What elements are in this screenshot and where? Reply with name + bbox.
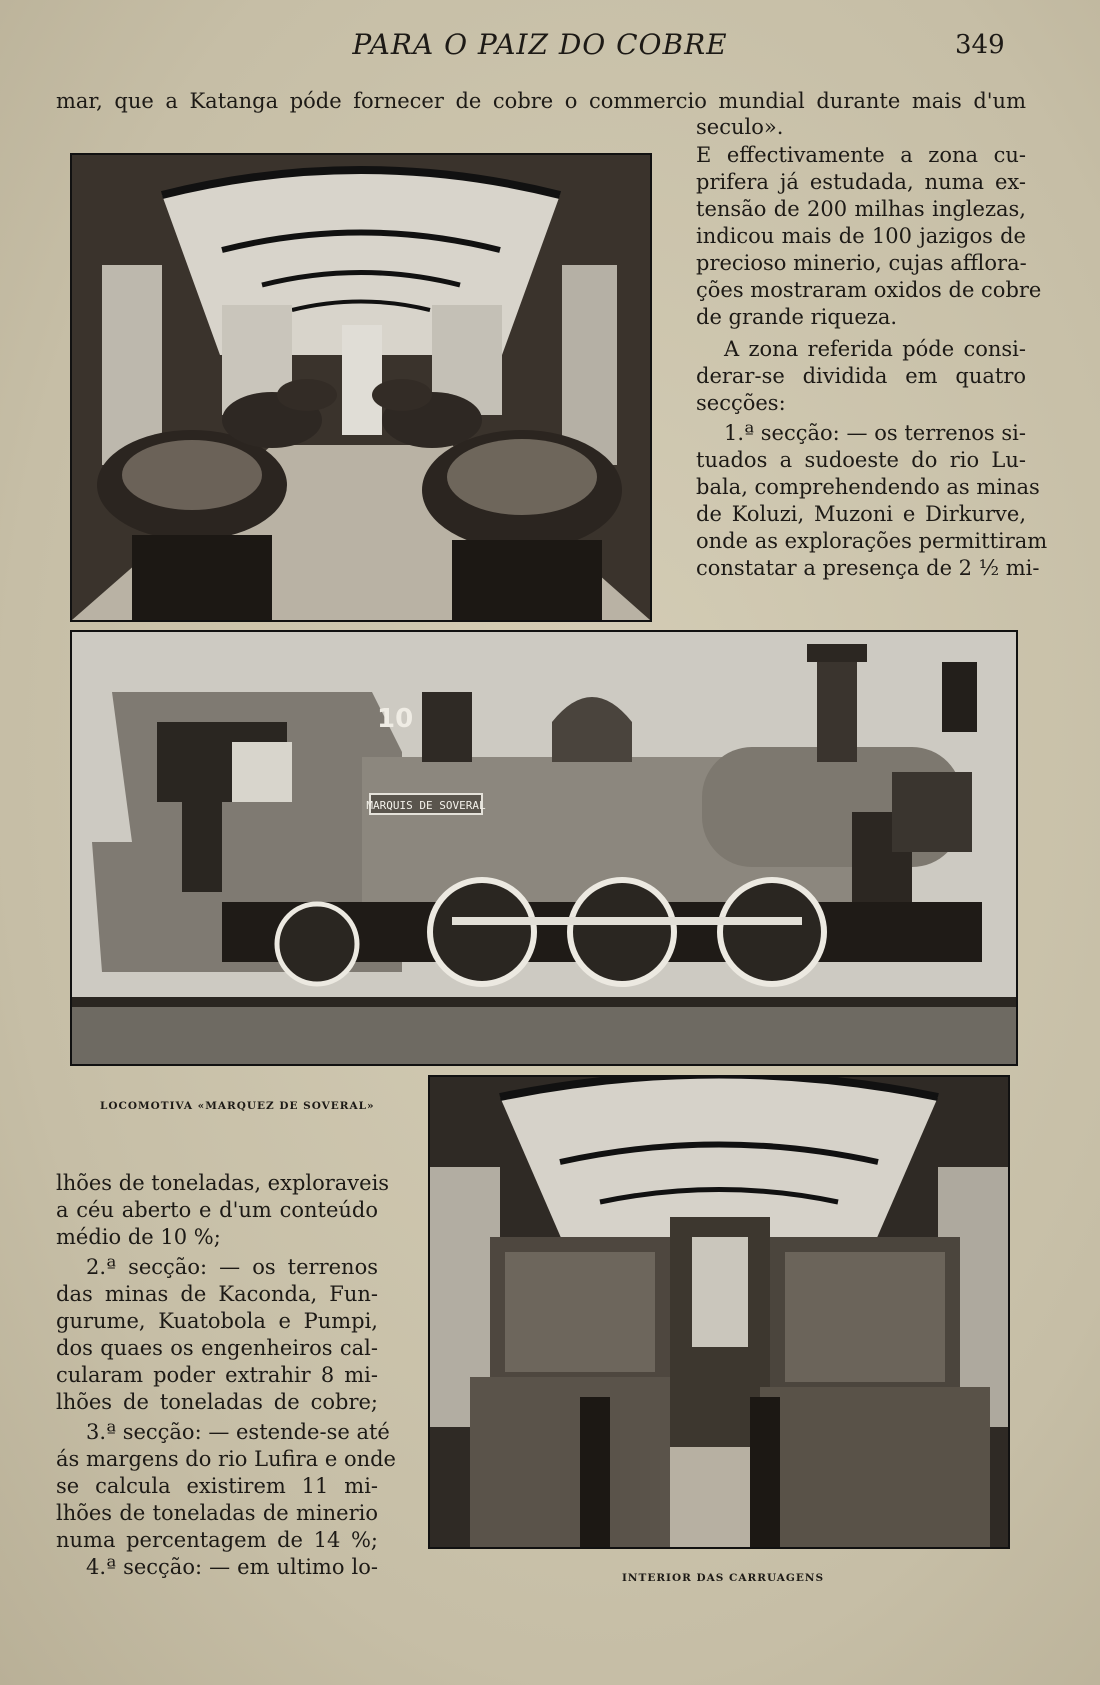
text-line: dos quaes os engenheiros cal- <box>56 1336 378 1360</box>
text-line: lhões de toneladas de minerio <box>56 1501 378 1525</box>
locomotive-number: 10 <box>377 704 414 734</box>
text-line: precioso minerio, cujas afflora- <box>696 251 1027 275</box>
text-line: ás margens do rio Lufira e onde <box>56 1447 396 1471</box>
text-line: bala, comprehendendo as minas <box>696 475 1040 499</box>
text-line: onde as explorações permittiram <box>696 529 1048 553</box>
text-line: a céu aberto e d'um conteúdo <box>56 1198 378 1222</box>
text-line: das minas de Kaconda, Fun- <box>56 1282 378 1306</box>
photo-locomotive <box>70 630 1018 1066</box>
running-title: PARA O PAIZ DO COBRE <box>352 28 728 61</box>
text-line: 4.ª secção: — em ultimo lo- <box>86 1555 378 1579</box>
locomotive-nameplate: MARQUIS DE SOVERAL <box>366 799 486 812</box>
text-line: ções mostraram oxidos de cobre <box>696 278 1042 302</box>
text-line: de grande riqueza. <box>696 305 898 329</box>
text-line: cularam poder extrahir 8 mi- <box>56 1363 378 1387</box>
text-line: gurume, Kuatobola e Pumpi, <box>56 1309 378 1333</box>
carriage-interior-illustration <box>430 1077 1008 1547</box>
caption-carriages: INTERIOR DAS CARRUAGENS <box>622 1572 825 1584</box>
page-number: 349 <box>955 30 1005 60</box>
text-line: médio de 10 %; <box>56 1225 221 1249</box>
text-line: indicou mais de 100 jazigos de <box>696 224 1026 248</box>
text-line: derar-se dividida em quatro <box>696 364 1026 388</box>
caption-locomotive: LOCOMOTIVA «MARQUEZ DE SOVERAL» <box>100 1100 375 1112</box>
text-line: de Koluzi, Muzoni e Dirkurve, <box>696 502 1026 526</box>
text-line: numa percentagem de 14 %; <box>56 1528 378 1552</box>
text-line: se calcula existirem 11 mi- <box>56 1474 378 1498</box>
photo-carriage-interior <box>428 1075 1010 1549</box>
text-line: prifera já estudada, numa ex- <box>696 170 1026 194</box>
text-line: lhões de toneladas, exploraveis <box>56 1171 390 1195</box>
text-line: 1.ª secção: — os terrenos si- <box>724 421 1026 445</box>
photo-saloon-interior <box>70 153 652 622</box>
text-line: A zona referida póde consi- <box>724 337 1026 361</box>
text-line: mar, que a Katanga póde fornecer de cobre o commercio mundial durante mais d'um <box>56 89 1026 113</box>
text-line: seculo». <box>696 115 784 139</box>
text-line: lhões de toneladas de cobre; <box>56 1390 378 1414</box>
text-line: 2.ª secção: — os terrenos <box>86 1255 378 1279</box>
text-line: 3.ª secção: — estende-se até <box>86 1420 390 1444</box>
text-line: constatar a presença de 2 ½ mi- <box>696 556 1040 580</box>
text-line: tensão de 200 milhas inglezas, <box>696 197 1026 221</box>
text-line: secções: <box>696 391 786 415</box>
locomotive-illustration <box>72 632 1016 1064</box>
saloon-interior-illustration <box>72 155 650 620</box>
text-line: tuados a sudoeste do rio Lu- <box>696 448 1026 472</box>
text-line: E effectivamente a zona cu- <box>696 143 1026 167</box>
